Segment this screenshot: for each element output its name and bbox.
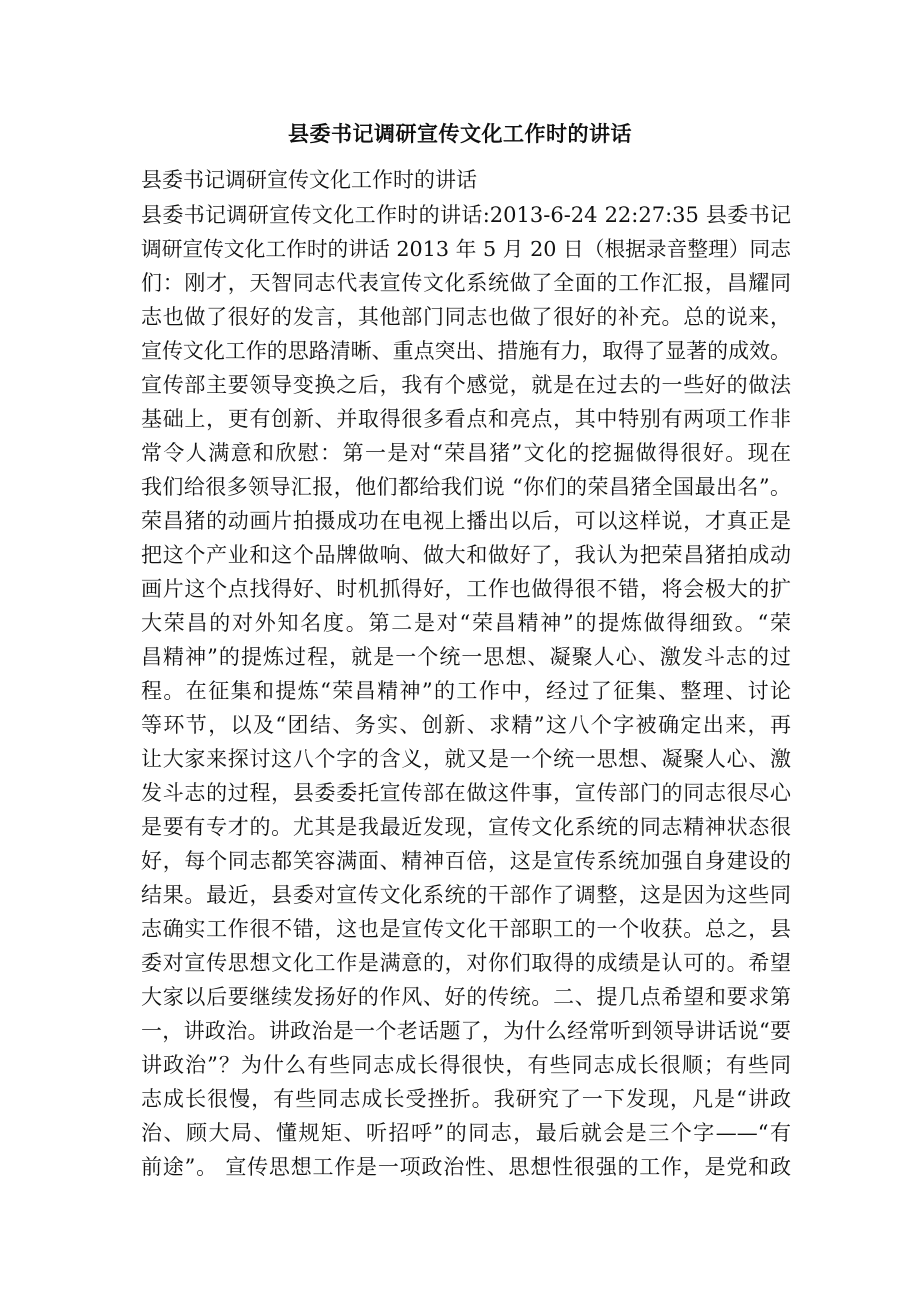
document-subtitle: 县委书记调研宣传文化工作时的讲话 bbox=[141, 168, 477, 192]
body-line: 把这个产业和这个品牌做响、做大和做好了，我认为把荣昌猪拍成动 bbox=[141, 543, 791, 567]
body-line: 前途”。 宣传思想工作是一项政治性、思想性很强的工作，是党和政 bbox=[141, 1155, 791, 1179]
body-line: 志也做了很好的发言，其他部门同志也做了很好的补充。总的说来， bbox=[141, 305, 791, 329]
body-line: 大家以后要继续发扬好的作风、好的传统。二、提几点希望和要求第 bbox=[141, 985, 791, 1009]
body-line: 昌精神”的提炼过程，就是一个统一思想、凝聚人心、激发斗志的过 bbox=[141, 645, 791, 669]
document-title: 县委书记调研宣传文化工作时的讲话 bbox=[288, 121, 632, 146]
body-line: 一，讲政治。讲政治是一个老话题了，为什么经常听到领导讲话说“要 bbox=[141, 1019, 791, 1043]
body-line: 大荣昌的对外知名度。第二是对“荣昌精神”的提炼做得细致。“荣 bbox=[141, 611, 791, 635]
body-line: 治、顾大局、懂规矩、听招呼”的同志，最后就会是三个字——“有 bbox=[141, 1121, 791, 1145]
body-line: 县委书记调研宣传文化工作时的讲话:2013-6-24 22:27:35 县委书记 bbox=[141, 203, 791, 227]
body-line: 让大家来探讨这八个字的含义，就又是一个统一思想、凝聚人心、激 bbox=[141, 747, 791, 771]
body-line: 结果。最近，县委对宣传文化系统的干部作了调整，这是因为这些同 bbox=[141, 883, 791, 907]
body-line: 志确实工作很不错，这也是宣传文化干部职工的一个收获。总之，县 bbox=[141, 917, 791, 941]
body-line: 宣传部主要领导变换之后，我有个感觉，就是在过去的一些好的做法 bbox=[141, 373, 791, 397]
body-line: 宣传文化工作的思路清晰、重点突出、措施有力，取得了显著的成效。 bbox=[141, 339, 792, 363]
body-line: 发斗志的过程，县委委托宣传部在做这件事，宣传部门的同志很尽心 bbox=[141, 781, 791, 805]
body-line: 基础上，更有创新、并取得很多看点和亮点，其中特别有两项工作非 bbox=[141, 407, 791, 431]
body-line: 我们给很多领导汇报，他们都给我们说 “你们的荣昌猪全国最出名”。 bbox=[141, 475, 791, 499]
body-line: 常令人满意和欣慰：第一是对“荣昌猪”文化的挖掘做得很好。现在 bbox=[141, 441, 791, 465]
body-line: 委对宣传思想文化工作是满意的，对你们取得的成绩是认可的。希望 bbox=[141, 951, 791, 975]
body-line: 调研宣传文化工作时的讲话 2013 年 5 月 20 日（根据录音整理）同志 bbox=[141, 237, 791, 261]
body-line: 是要有专才的。尤其是我最近发现，宣传文化系统的同志精神状态很 bbox=[141, 815, 791, 839]
body-line: 讲政治”？为什么有些同志成长得很快，有些同志成长很顺；有些同 bbox=[141, 1053, 791, 1077]
body-line: 等环节，以及“团结、务实、创新、求精”这八个字被确定出来，再 bbox=[141, 713, 791, 737]
body-line: 程。在征集和提炼“荣昌精神”的工作中，经过了征集、整理、讨论 bbox=[141, 679, 791, 703]
body-line: 志成长很慢，有些同志成长受挫折。我研究了一下发现，凡是“讲政 bbox=[141, 1087, 791, 1111]
body-line: 荣昌猪的动画片拍摄成功在电视上播出以后，可以这样说，才真正是 bbox=[141, 509, 791, 533]
body-line: 们：刚才，天智同志代表宣传文化系统做了全面的工作汇报，昌耀同 bbox=[141, 271, 791, 295]
body-line: 好，每个同志都笑容满面、精神百倍，这是宣传系统加强自身建设的 bbox=[141, 849, 791, 873]
body-line: 画片这个点找得好、时机抓得好，工作也做得很不错，将会极大的扩 bbox=[141, 577, 791, 601]
document-body bbox=[141, 198, 791, 1184]
